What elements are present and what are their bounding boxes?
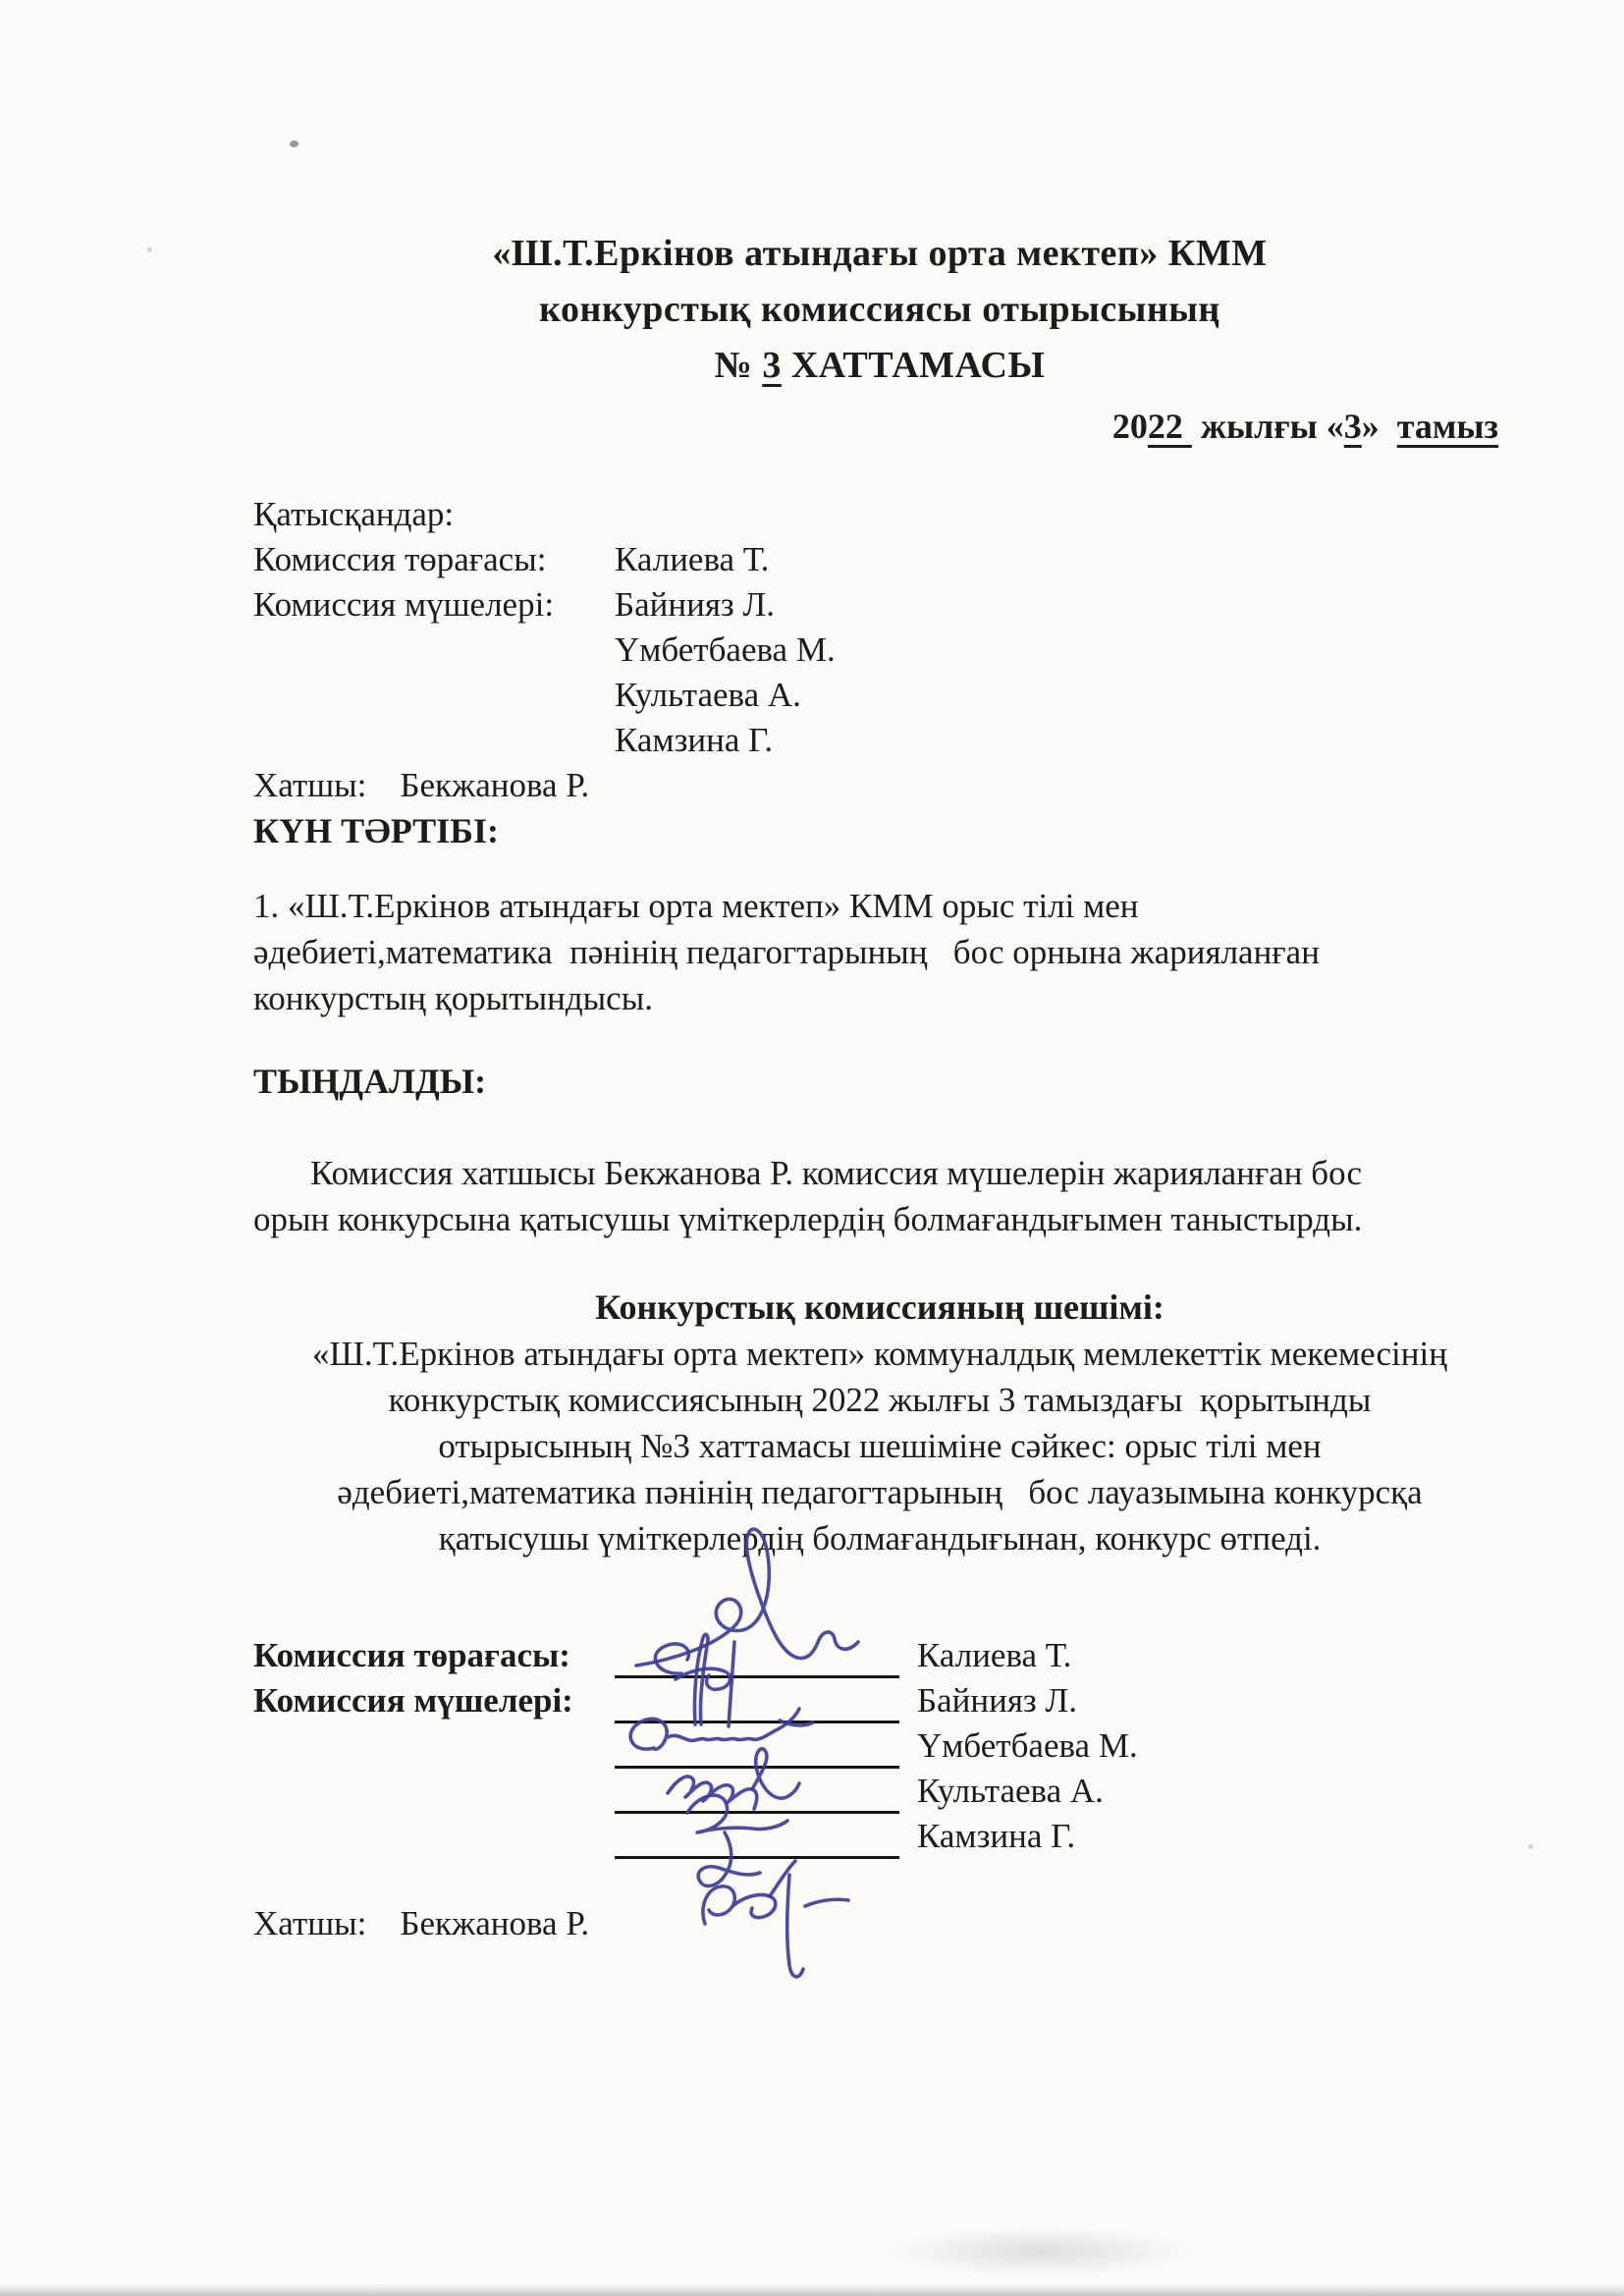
secretary-line: [253, 763, 1506, 808]
participants-section: [253, 492, 1506, 853]
signature-row: [253, 1814, 1506, 1859]
participant-row: [253, 582, 1506, 628]
title-line-1: «Ш.Т.Еркінов атындағы орта мектеп» КММ: [492, 233, 1268, 274]
participant-role: Комиссия мүшелері:: [253, 585, 555, 624]
document-title: [253, 226, 1506, 394]
participant-row: [253, 628, 1506, 673]
participant-row: [253, 718, 1506, 763]
participant-role: [253, 718, 615, 763]
participant-name: Калиева Т.: [615, 540, 770, 578]
paragraph-line: «Ш.Т.Еркінов атындағы орта мектеп» коммуналдық мемлекеттік мекемесінің: [312, 1335, 1447, 1373]
signature-name: Байнияз Л.: [917, 1681, 1077, 1720]
scan-speck: [290, 140, 298, 147]
agenda-item-paragraph: [253, 883, 1506, 1021]
protocol-word: ХАТТАМАСЫ: [781, 345, 1046, 386]
title-line-3: [253, 338, 1506, 394]
secretary-signature-row: [253, 1894, 1506, 1953]
paragraph-line: конкурстық комиссиясының 2022 жылғы 3 тамыздағы қорытынды: [388, 1381, 1372, 1419]
scan-speck: [1528, 1844, 1534, 1849]
date-year-end: 22: [1147, 407, 1192, 446]
date-day: 3: [1343, 407, 1362, 446]
signature-row: [253, 1723, 1506, 1769]
paragraph-line: Комиссия хатшысы Бекжанова Р. комиссия мүшелерін жарияланған бос: [310, 1154, 1363, 1192]
signature-name: Культаева А.: [917, 1772, 1104, 1810]
decision-paragraph: [253, 1331, 1506, 1561]
title-line-2: конкурстық комиссиясы отырысының: [539, 289, 1220, 330]
date-word-year: жылғы «: [1191, 407, 1344, 446]
paragraph-line: орын конкурсына қатысушы үміткерлердің болмағандығымен таныстырды.: [253, 1200, 1363, 1238]
signature-name: Камзина Г.: [917, 1817, 1076, 1855]
signature-row: [253, 1633, 1506, 1678]
participant-role: [253, 673, 615, 718]
date-month: тамыз: [1396, 407, 1498, 446]
participants-heading: Қатысқандар:: [253, 495, 455, 533]
signature-role: Комиссия мүшелері:: [253, 1681, 573, 1720]
paragraph-line: отырысының №3 хаттамасы шешіміне сәйкес: орыс тілі мен: [438, 1427, 1322, 1465]
scan-bottom-edge: [0, 2284, 1624, 2296]
decision-heading: Конкурстық комиссияның шешімі:: [595, 1287, 1164, 1327]
signature-row: [253, 1678, 1506, 1723]
paragraph-line: 1. «Ш.Т.Еркінов атындағы орта мектеп» КММ орыс тілі мен: [253, 887, 1139, 925]
secretary-name: Бекжанова Р.: [400, 766, 590, 804]
paragraph-line: әдебиеті,математика пәнінің педагогтарының бос орнына жарияланған: [253, 933, 1320, 971]
secretary-role: Хатшы:: [253, 1904, 367, 1942]
heard-heading: ТЫҢДАЛДЫ:: [253, 1062, 487, 1101]
secretary-role: Хатшы:: [253, 766, 367, 804]
paragraph-line: әдебиеті,математика пәнінің педагогтарының бос лауазымына конкурсқа: [337, 1473, 1423, 1511]
paragraph-line: қатысушы үміткерлердің болмағандығынан, конкурс өтпеді.: [438, 1519, 1322, 1558]
signature-name: Калиева Т.: [917, 1636, 1072, 1674]
agenda-heading: КҮН ТӘРТІБІ:: [253, 811, 499, 850]
scan-smudge: [884, 2227, 1198, 2276]
participant-name: Камзина Г.: [615, 721, 774, 759]
participant-name: Культаева А.: [615, 676, 801, 714]
scan-speck: [147, 247, 152, 252]
paragraph-line: конкурстың қорытындысы.: [253, 979, 653, 1017]
participant-role: Комиссия төрағасы:: [253, 540, 547, 578]
participant-name: Байнияз Л.: [615, 585, 775, 624]
participant-role: [253, 628, 615, 673]
date-year-start: 20: [1111, 407, 1148, 446]
signature-role: Комиссия төрағасы:: [253, 1636, 570, 1674]
document-date: [253, 402, 1506, 451]
signature-row: [253, 1769, 1506, 1814]
participant-row: [253, 673, 1506, 718]
protocol-number: 3: [762, 345, 782, 386]
secretary-name: Бекжанова Р.: [400, 1904, 590, 1942]
signature-block: [253, 1633, 1506, 1953]
participant-name: Үмбетбаева М.: [615, 630, 836, 669]
protocol-number-prefix: №: [714, 345, 763, 386]
participant-row: [253, 537, 1506, 582]
heard-paragraph: [253, 1150, 1506, 1242]
signature-name: Үмбетбаева М.: [917, 1726, 1138, 1765]
bekzhanova-signature-icon: [676, 1849, 872, 1996]
date-quote-close: »: [1361, 407, 1397, 446]
